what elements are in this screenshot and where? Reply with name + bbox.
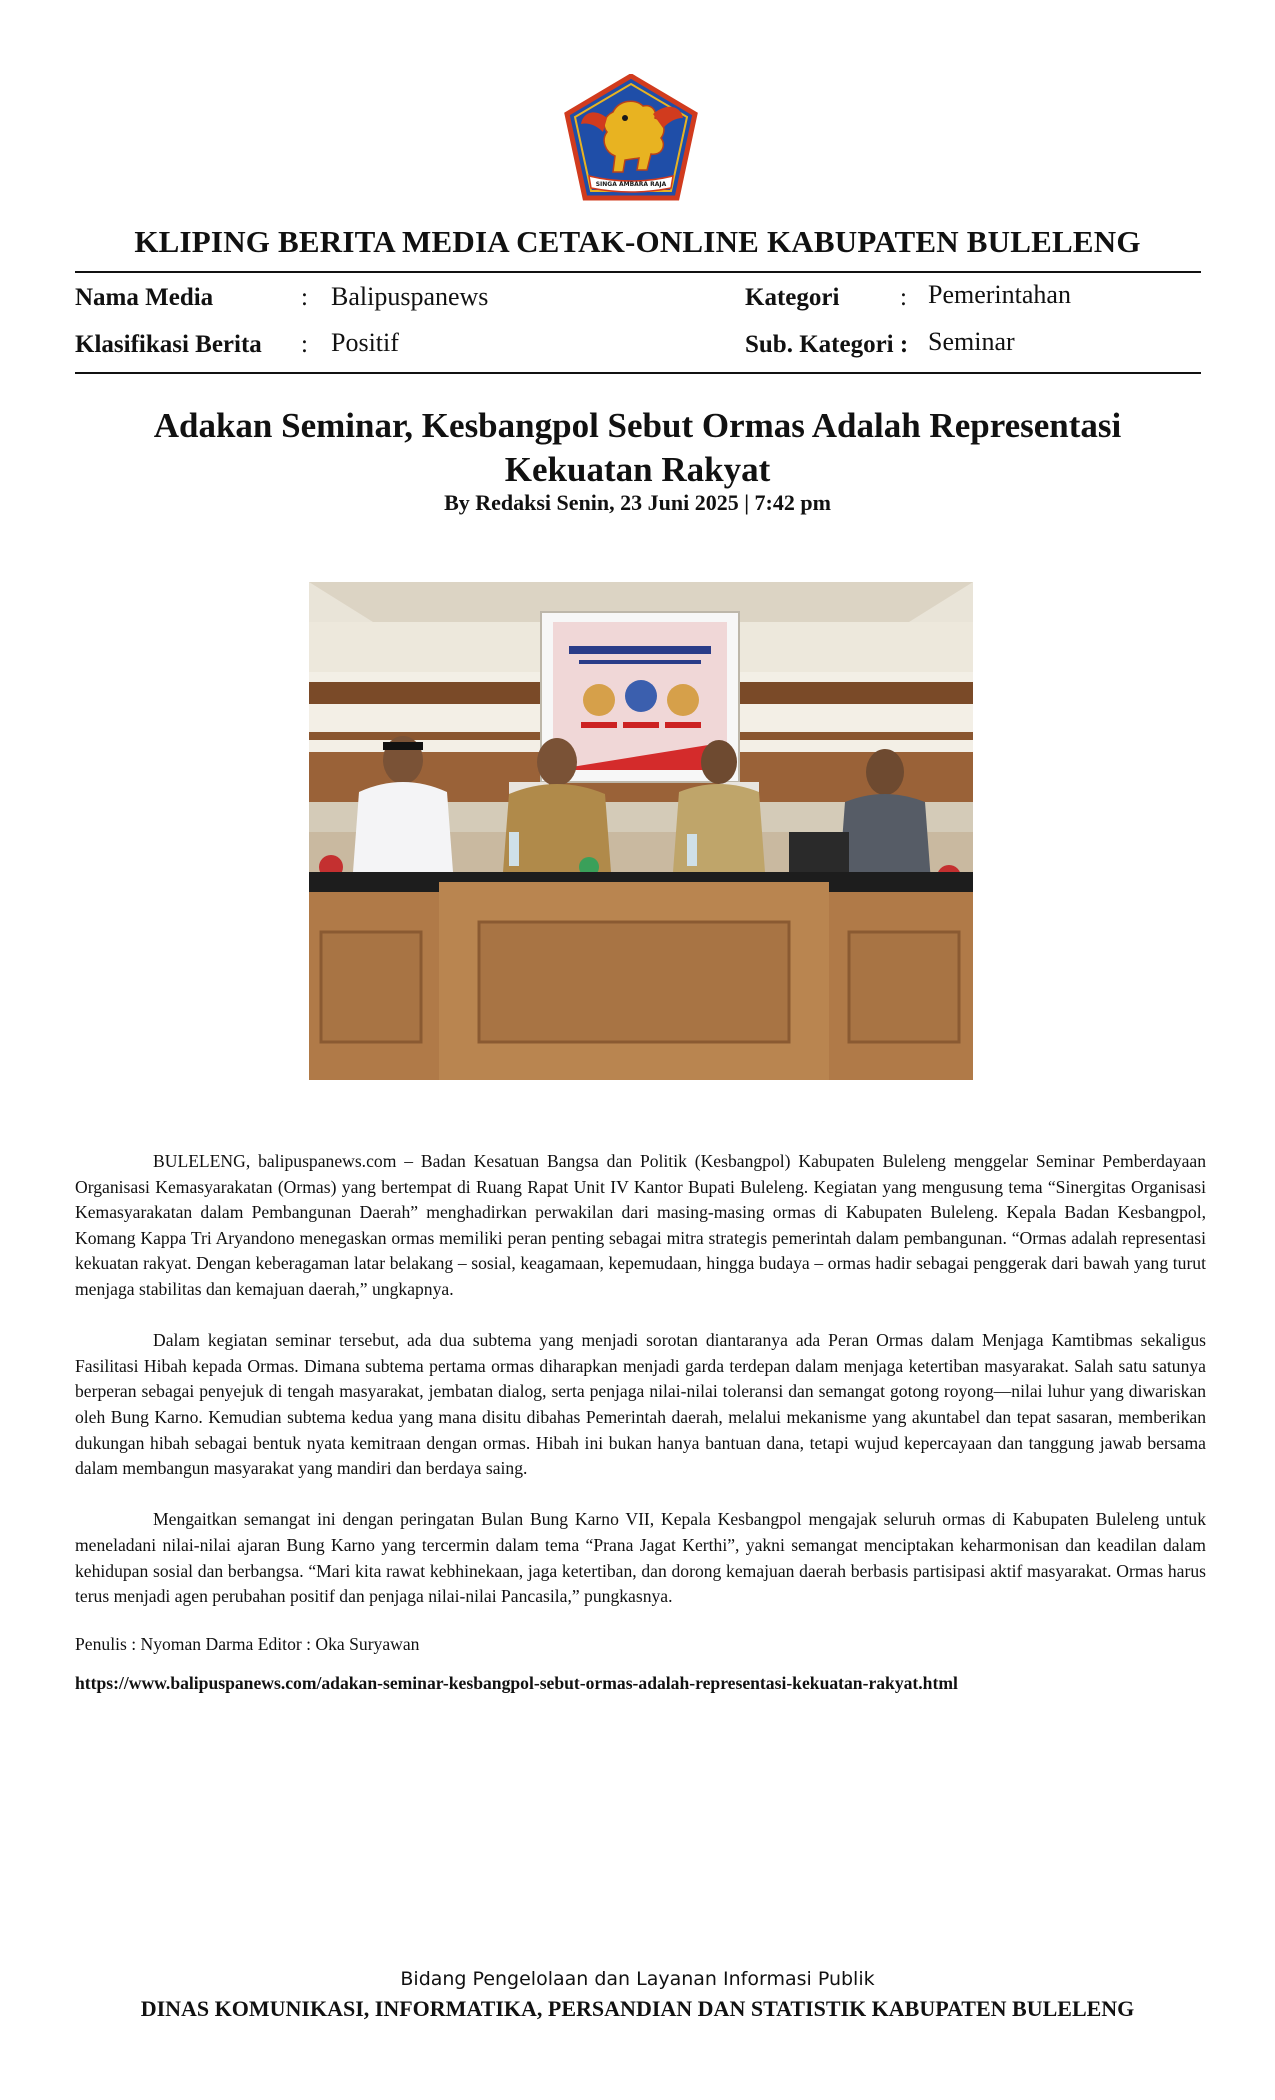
klasifikasi-colon: : bbox=[301, 331, 308, 358]
kategori-colon: : bbox=[900, 284, 907, 311]
headline-line-2: Kekuatan Rakyat bbox=[504, 450, 771, 489]
nama-media-colon: : bbox=[301, 284, 308, 311]
klasifikasi-berita-label: Klasifikasi Berita bbox=[75, 331, 262, 358]
article-paragraph-3: Mengaitkan semangat ini dengan peringatan Bulan Bung Karno VII, Kepala Kesbangpol mengajak seluruh ormas di Kabupaten Buleleng untuk meneladani nilai-nilai ajaran Bung Karno yang tercermin dalam tema “Prana Jagat Kerthi”, yakni semangat menciptakan keharmonisan dan keadilan dalam kehidupan sosial dan berbangsa. “Mari kita rawat kebhinekaan, jaga ketertiban, dan dorong kemajuan daerah berbasis partisipasi aktif masyarakat. Ormas harus terus menjadi agen perubahan positif dan penjaga nilai-nilai Pancasila,” pungkasnya. bbox=[75, 1509, 1206, 1607]
header-bottom-rule bbox=[75, 372, 1201, 374]
footer-department: Bidang Pengelolaan dan Layanan Informasi Publik bbox=[400, 1968, 875, 1990]
article-source-url[interactable]: https://www.balipuspanews.com/adakan-seminar-kesbangpol-sebut-ormas-adalah-representasi-kekuatan-rakyat.html bbox=[75, 1673, 958, 1694]
klasifikasi-berita-value: Positif bbox=[331, 328, 399, 357]
sub-kategori-value: Seminar bbox=[928, 327, 1015, 356]
article-credits: Penulis : Nyoman Darma Editor : Oka Suryawan bbox=[75, 1633, 420, 1654]
crest-motto-text: SINGA AMBARA RAJA bbox=[595, 181, 667, 188]
clipping-header-title: KLIPING BERITA MEDIA CETAK-ONLINE KABUPATEN BULELENG bbox=[134, 224, 1141, 259]
nama-media-value: Balipuspanews bbox=[331, 282, 489, 311]
article-paragraph-1: BULELENG, balipuspanews.com – Badan Kesatuan Bangsa dan Politik (Kesbangpol) Kabupaten Buleleng menggelar Seminar Pemberdayaan Organisasi Kemasyarakatan (Ormas) yang bertempat di Ruang Rapat Unit IV Kantor Bupati Buleleng. Kegiatan yang mengusung tema “Sinergitas Organisasi Kemasyarakatan dalam Pembangunan Daerah” menghadirkan perwakilan dari masing-masing ormas di Kabupaten Buleleng. Kepala Badan Kesbangpol, Komang Kappa Tri Aryandono menegaskan ormas memiliki peran penting sebagai mitra strategis pemerintah dalam pembangunan. “Ormas adalah representasi kekuatan rakyat. Dengan keberagaman latar belakang – sosial, keagamaan, kepemudaan, hingga budaya – ormas hadir sebagai penggerak dari bawah yang turut menjaga stabilitas dan kemajuan daerah,” ungkapnya. bbox=[75, 1151, 1206, 1299]
nama-media-label: Nama Media bbox=[75, 284, 214, 311]
headline-line-1: Adakan Seminar, Kesbangpol Sebut Ormas Adalah Representasi bbox=[153, 406, 1122, 445]
header-top-rule bbox=[75, 271, 1201, 273]
article-byline: By Redaksi Senin, 23 Juni 2025 | 7:42 pm bbox=[444, 490, 831, 515]
kategori-value: Pemerintahan bbox=[928, 280, 1071, 309]
kategori-label: Kategori bbox=[745, 284, 840, 311]
footer-agency: DINAS KOMUNIKASI, INFORMATIKA, PERSANDIAN DAN STATISTIK KABUPATEN BULELENG bbox=[140, 1996, 1135, 2021]
kabupaten-buleleng-crest-logo bbox=[563, 74, 699, 202]
article-headline bbox=[100, 404, 1175, 492]
seminar-photo bbox=[309, 582, 973, 1080]
article-body bbox=[75, 1149, 1206, 1722]
sub-kategori-label: Sub. Kategori : bbox=[745, 331, 909, 358]
article-paragraph-2: Dalam kegiatan seminar tersebut, ada dua subtema yang menjadi sorotan diantaranya ada Peran Ormas dalam Menjaga Kamtibmas sekaligus Fasilitasi Hibah kepada Ormas. Dimana subtema pertama ormas diharapkan menjadi garda terdepan dalam menjaga ketertiban masyarakat. Salah satu satunya berperan sebagai penyejuk di tengah masyarakat, jembatan dialog, serta penjaga nilai-nilai toleransi dan semangat gotong royong—nilai luhur yang diwariskan oleh Bung Karno. Kemudian subtema kedua yang mana disitu dibahas Pemerintah daerah, melalui mekanisme yang akuntabel dan tepat sasaran, memberikan dukungan hibah sebagai bentuk nyata kemitraan dengan ormas. Hibah ini bukan hanya bantuan dana, tetapi wujud kepercayaan dan tanggung jawab bersama dalam membangun masyarakat yang mandiri dan berdaya saing. bbox=[75, 1330, 1206, 1479]
